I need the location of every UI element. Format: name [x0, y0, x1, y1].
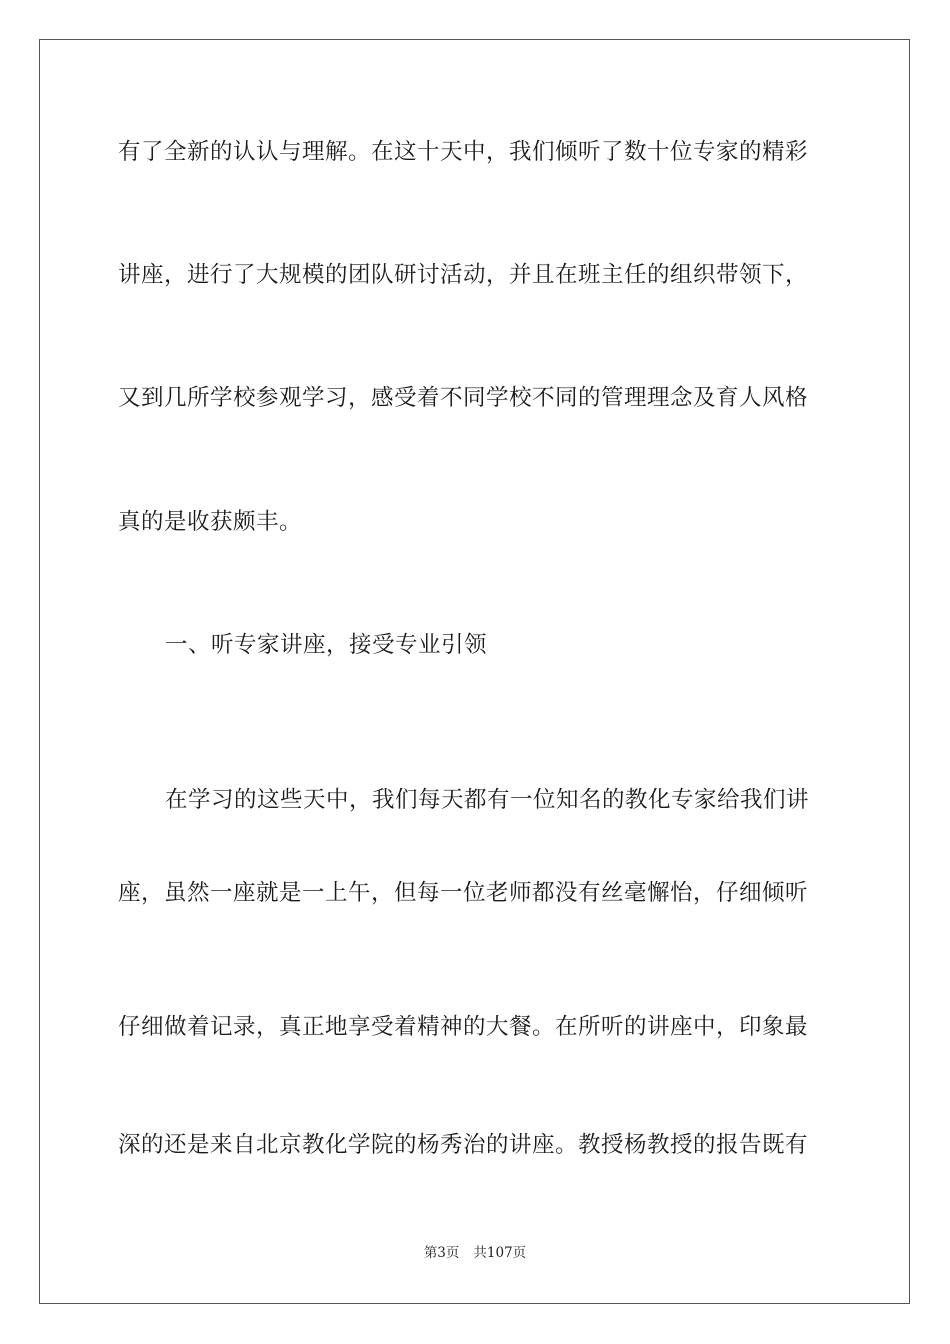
page-border [39, 39, 910, 1304]
body-text-line: 在学习的这些天中，我们每天都有一位知名的教化专家给我们讲 [165, 787, 810, 813]
body-text-line: 有了全新的认认与理解。在这十天中，我们倾听了数十位专家的精彩 [118, 139, 809, 165]
body-text-line: 座，虽然一座就是一上午，但每一位老师都没有丝毫懈怡，仔细倾听 [118, 880, 809, 906]
body-text-line: 深的还是来自北京教化学院的杨秀治的讲座。教授杨教授的报告既有 [118, 1132, 809, 1158]
page-footer [0, 1244, 950, 1262]
body-text-line: 真的是收获颇丰。 [118, 509, 303, 535]
body-text-line: 又到几所学校参观学习，感受着不同学校不同的管理理念及育人风格 [118, 385, 809, 411]
section-heading: 一、听专家讲座，接受专业引领 [165, 632, 488, 658]
page-total: 共107页 [473, 1245, 527, 1261]
body-text-line: 仔细做着记录，真正地享受着精神的大餐。在所听的讲座中，印象最 [118, 1014, 809, 1040]
page-number: 第3页 [423, 1245, 460, 1261]
body-text-line: 讲座，进行了大规模的团队研讨活动，并且在班主任的组织带领下， [118, 262, 809, 288]
